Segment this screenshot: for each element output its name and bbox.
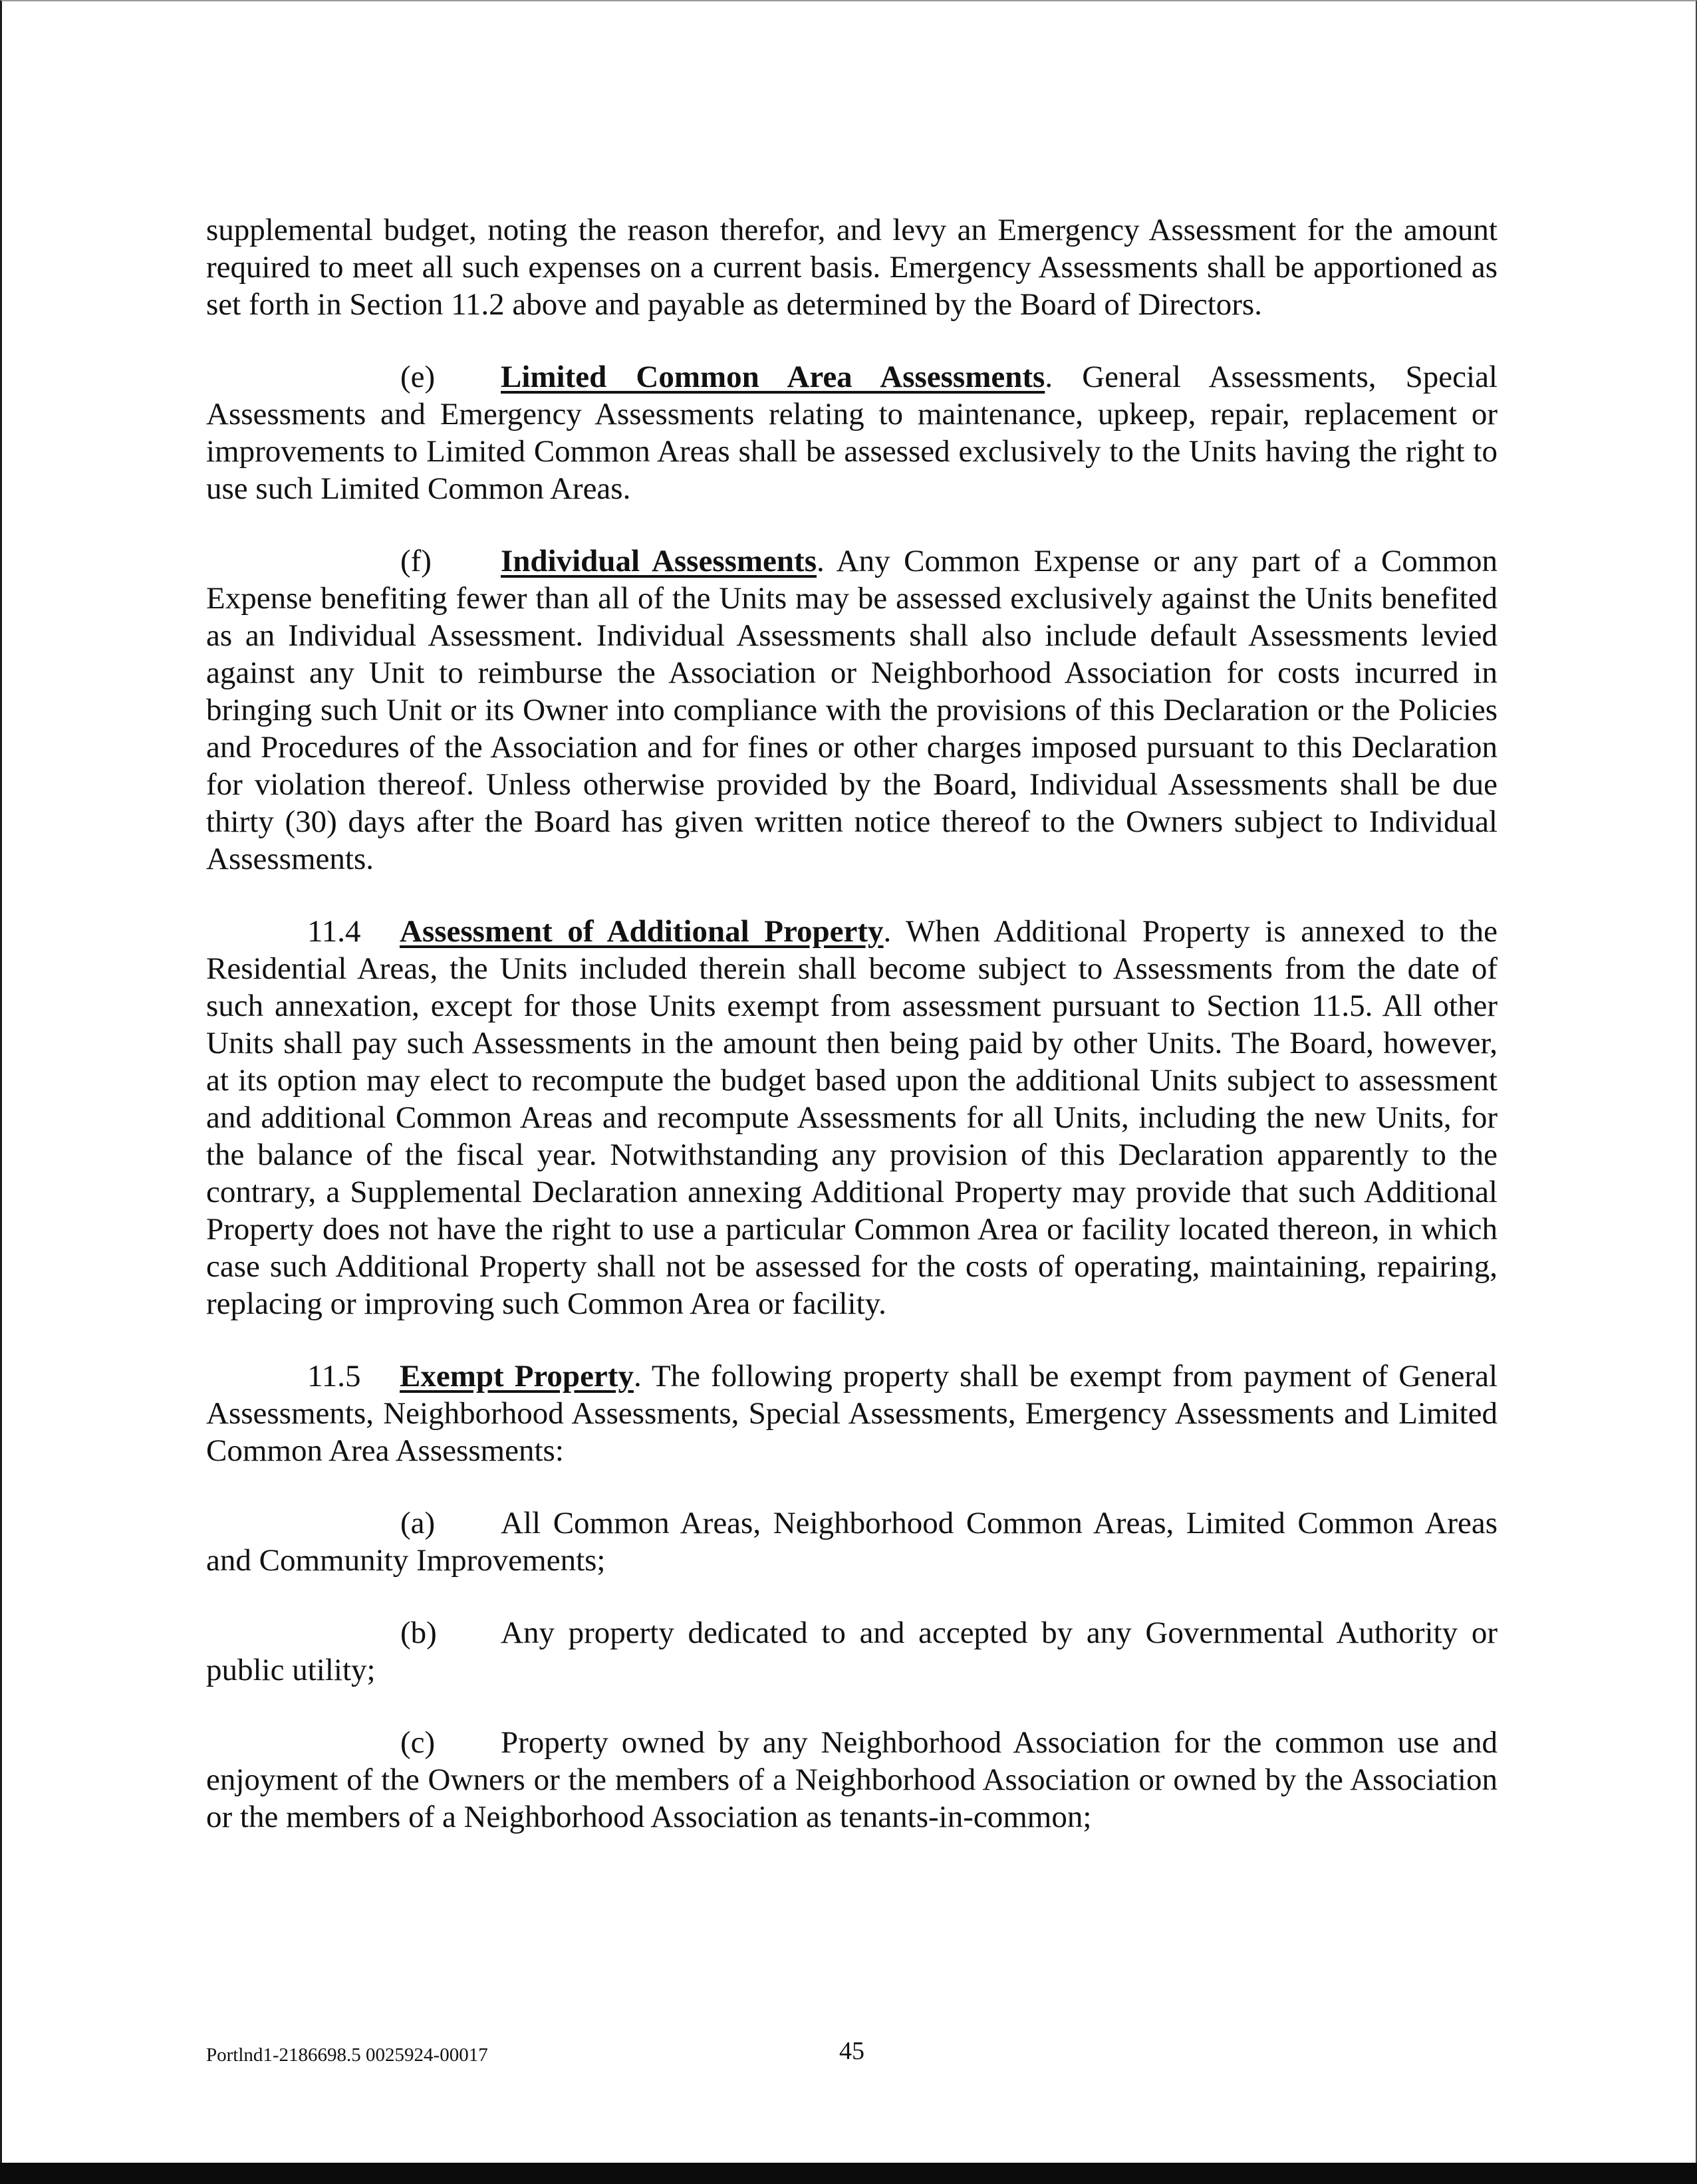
paragraph-individual-assessments bbox=[206, 543, 1498, 878]
paragraph-label: (e) bbox=[400, 360, 436, 394]
section-heading: Individual Assessments bbox=[501, 544, 817, 578]
document-page-body bbox=[206, 211, 1498, 1836]
document-id: Portlnd1-2186698.5 0025924-00017 bbox=[206, 2044, 488, 2066]
paragraph-label: (a) bbox=[400, 1506, 436, 1540]
section-number: 11.4 bbox=[307, 914, 361, 949]
section-11-4-assessment-of-additional-property bbox=[206, 913, 1498, 1322]
paragraph-label: (c) bbox=[400, 1725, 436, 1760]
section-heading: Exempt Property bbox=[400, 1359, 634, 1394]
page-footer bbox=[206, 2036, 1498, 2070]
section-heading: Assessment of Additional Property bbox=[400, 914, 884, 949]
paragraph-text: . Any Common Expense or any part of a Common Expense benefiting fewer than all of the Units may be assessed exclusively against the Units benefited as an Individual Assessment. Individual Assessments shall also include default Assessments levied against any Unit to reimburse the Association or Neighborhood Association for costs incurred in bringing such Unit or its Owner into compliance with the provisions of this Declaration or the Policies and Procedures of the Association and for fines or other charges imposed pursuant to this Declaration for violation thereof. Unless otherwise provided by the Board, Individual Assessments shall be due thirty (30) days after the Board has given written notice thereof to the Owners subject to Individual Assessments. bbox=[206, 544, 1498, 876]
section-11-5-exempt-property bbox=[206, 1358, 1498, 1469]
paragraph-text: . When Additional Property is annexed to the Residential Areas, the Units included therein shall become subject to Assessments from the date of such annexation, except for those Units exempt from assessment pursuant to Section 11.5. All other Units shall pay such Assessments in the amount then being paid by other Units. The Board, however, at its option may elect to recompute the budget based upon the additional Units subject to assessment and additional Common Areas and recompute Assessments for all Units, including the new Units, for the balance of the fiscal year. Notwithstanding any provision of this Declaration apparently to the contrary, a Supplemental Declaration annexing Additional Property may provide that such Additional Property does not have the right to use a particular Common Area or facility located thereon, in which case such Additional Property shall not be assessed for the costs of operating, maintaining, repairing, replacing or improving such Common Area or facility. bbox=[206, 914, 1498, 1321]
paragraph-label: (f) bbox=[400, 544, 432, 578]
paragraph-text: . General Assessments, Special Assessments and Emergency Assessments relating to maintenance, upkeep, repair, replacement or improvements to Limited Common Areas shall be assessed exclusively to the Units having the right to use such Limited Common Areas. bbox=[206, 360, 1498, 506]
paragraph-emergency-assessment-continued bbox=[206, 211, 1498, 323]
paragraph-text: . The following property shall be exempt from payment of General Assessments, Neighborhood Assessments, Special Assessments, Emergency Assessments and Limited Common Area Assessments: bbox=[206, 1359, 1498, 1468]
page-number: 45 bbox=[839, 2037, 864, 2065]
paragraph-exempt-item-b bbox=[206, 1614, 1498, 1689]
paragraph-text: All Common Areas, Neighborhood Common Areas, Limited Common Areas and Community Improvements; bbox=[206, 1506, 1498, 1578]
paragraph-text: Any property dedicated to and accepted by any Governmental Authority or public utility; bbox=[206, 1616, 1498, 1687]
paragraph-label: (b) bbox=[400, 1616, 437, 1650]
section-heading: Limited Common Area Assessments bbox=[501, 360, 1045, 394]
paragraph-exempt-item-a bbox=[206, 1505, 1498, 1579]
paragraph-text: supplemental budget, noting the reason therefor, and levy an Emergency Assessment for the amount required to meet all such expenses on a current basis. Emergency Assessments shall be apportioned as set forth in Section 11.2 above and payable as determined by the Board of Directors. bbox=[206, 213, 1498, 322]
section-number: 11.5 bbox=[307, 1359, 361, 1394]
paragraph-exempt-item-c bbox=[206, 1724, 1498, 1836]
paragraph-text: Property owned by any Neighborhood Association for the common use and enjoyment of the Owners or the members of a Neighborhood Association or owned by the Association or the members of a Neighborhood Association as tenants-in-common; bbox=[206, 1725, 1498, 1834]
paragraph-limited-common-area-assessments bbox=[206, 358, 1498, 507]
scan-bottom-edge bbox=[0, 2163, 1697, 2184]
